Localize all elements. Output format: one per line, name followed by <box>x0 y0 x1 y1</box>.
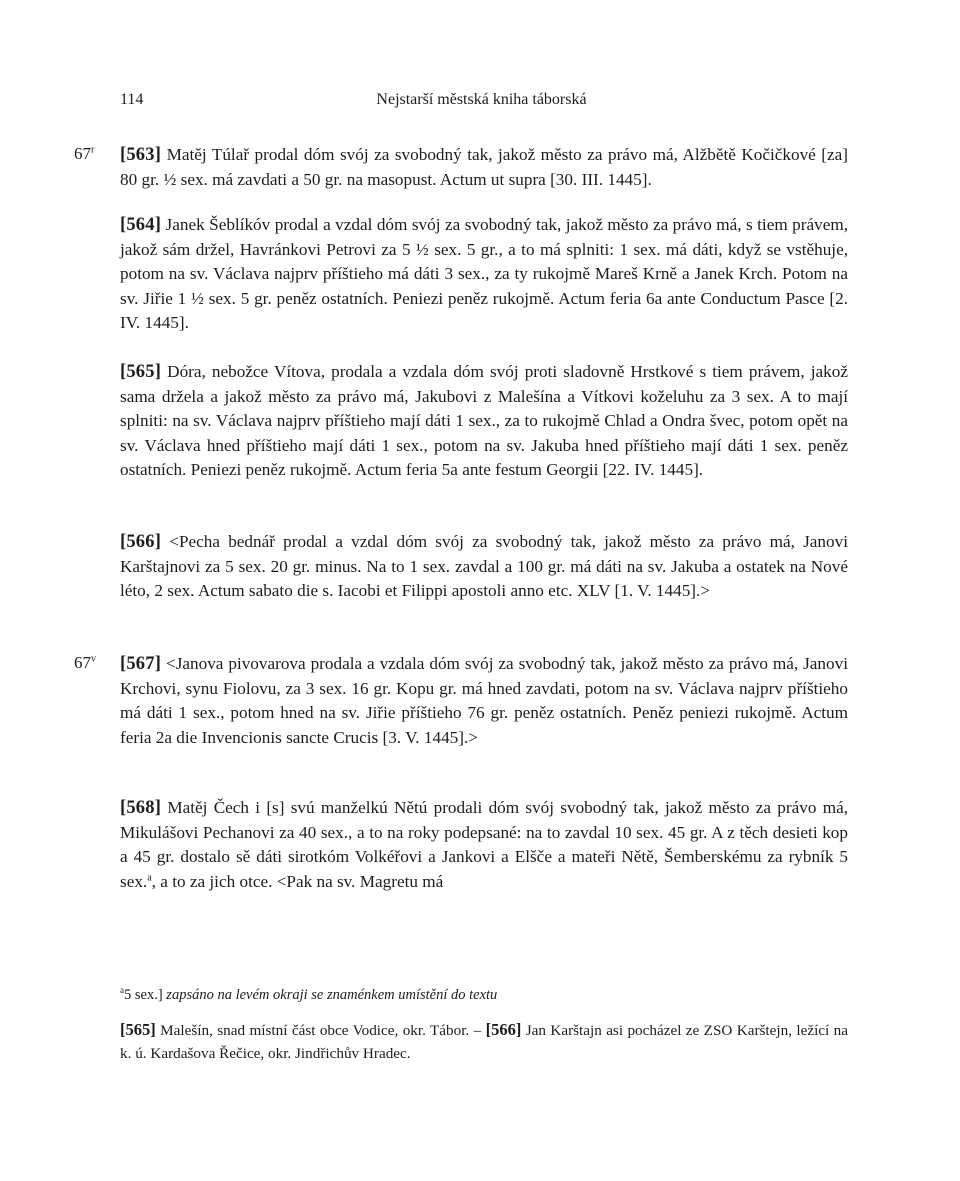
commentary-text: Malešín, snad místní část obce Vodice, okr. Tábor. – <box>155 1022 486 1039</box>
entry-566 <box>120 530 848 604</box>
entry-number: [564] <box>120 215 162 235</box>
entry-number: [566] <box>120 532 162 552</box>
entry-568 <box>120 796 848 894</box>
apparatus-text: zapsáno na levém okraji se znaménkem umístění do textu <box>166 987 498 1003</box>
entry-number: [567] <box>120 654 162 674</box>
entry-text: Janek Šeblíkóv prodal a vzdal dóm svój za svobodný tak, jakož město za právo má, s tiem právem, jakož sám držel, Havránkovi Petrovi za 5 ½ sex. 5 gr., a to má splniti: 1 sex. má dáti, když se vstěhuje, potom na sv. Václava najprv příštieho má dáti 3 sex., za ty rukojmě Mareš Krně a Janek Krch. Potom na sv. Jiřie 1 ½ sex. 5 gr. peněz ostatních. Peniezi peněz rukojmě. Actum feria 6a ante Conductum Pasce [2. IV. 1445]. <box>120 215 848 332</box>
commentary-note <box>120 1019 848 1065</box>
page-number: 114 <box>120 91 144 108</box>
page-header <box>120 91 843 115</box>
entry-text: Dóra, nebožce Vítova, prodala a vzdala dóm svój proti sladovně Hrstkové s tiem právem, jakož sama držela a jakož město za právo má, Jakubovi z Malešína a Vítkovi koželuhu za 3 sex. A to mají splniti: na sv. Václava najprv příštieho mají dáti 1 sex., za to rukojmě Chlad a Ondra švec, potom opět na sv. Václava hned příštieho mají dáti 1 sex., potom na sv. Jakuba hned příštieho mají dáti 1 sex. peněz ostatních. Peniezi peněz rukojmě. Actum feria 5a ante festum Georgii [22. IV. 1445]. <box>120 362 848 479</box>
commentary-number: [565] <box>120 1020 156 1039</box>
apparatus-lemma: 5 sex.] <box>124 987 167 1003</box>
entry-text: <Janova pivovarova prodala a vzdala dóm svój za svobodný tak, jakož město za právo má, Janovi Krchovi, synu Fiolovu, za 3 sex. 16 gr. Kopu gr. má hned zavdati, potom na sv. Václava najprv příštieho má dáti 1 sex., potom hned na sv. Jiřie příštieho 76 gr. peněz ostatních. Peněz peniezi rukojmě. Actum feria 2a die Invencionis sancte Crucis [3. V. 1445].> <box>120 654 848 747</box>
commentary-text: Jan Karštajn asi pocházel ze ZSO Karštejn, ležící na k. ú. Kardašova Řečice, okr. Jindřichův Hradec. <box>120 1022 848 1062</box>
apparatus-note <box>120 985 497 1005</box>
folio-marker-67r: 67$^r$ <box>74 144 95 163</box>
entry-567 <box>120 652 848 750</box>
entry-565 <box>120 360 848 483</box>
entry-number: [568] <box>120 798 162 818</box>
entry-text-continued: , a to za jich otce. <Pak na sv. Magretu má <box>151 871 444 891</box>
entry-text: Matěj Čech i [s] svú manželkú Nětú prodali dóm svój svobodný tak, jakož město za právo má, Mikulášovi Pechanovi za 40 sex., a to na roky podepsané: na to zavdal 10 sex. 45 gr. A z těch desieti kop a 45 gr. dostalo sě dáti sirotkóm Volkéřovi a Jankovi a Elšče a mateři Nětě, Šemberskému za rybník 5 sex. <box>120 798 848 891</box>
entry-text: Matěj Túlař prodal dóm svój za svobodný tak, jakož město za právo má, Alžbětě Kočičkové [za] 80 gr. ½ sex. má zavdati a 50 gr. na masopust. Actum ut supra [30. III. 1445]. <box>120 145 848 189</box>
entry-number: [563] <box>120 145 162 165</box>
commentary-number: [566] <box>485 1020 522 1039</box>
folio-marker-67v: 67$^v$ <box>74 653 96 672</box>
entry-text: <Pecha bednář prodal a vzdal dóm svój za svobodný tak, jakož město za právo má, Janovi Karštajnovi za 5 sex. 20 gr. minus. Na to 1 sex. zavdal a 100 gr. má dáti na sv. Jakuba a ostatek na Nové léto, 2 sex. Actum sabato die s. Iacobi et Filippi apostoli anno etc. XLV [1. V. 1445].> <box>120 532 848 600</box>
entry-number: [565] <box>120 362 162 382</box>
entry-563 <box>120 143 848 192</box>
apparatus-mark: a <box>120 985 124 996</box>
running-title: Nejstarší městská kniha táborská <box>376 91 587 108</box>
footnote-mark: a <box>147 871 152 883</box>
entry-564 <box>120 213 848 336</box>
